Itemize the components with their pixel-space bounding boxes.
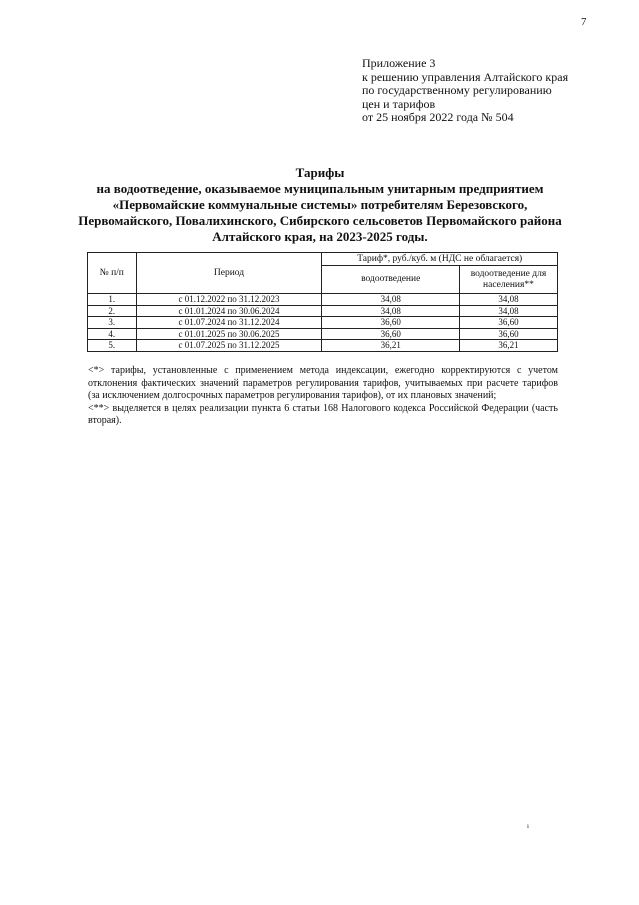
title-line: Тарифы xyxy=(295,165,345,180)
footnotes xyxy=(88,365,558,428)
header-tariff-group: Тариф*, руб./куб. м (НДС не облагается) xyxy=(322,253,558,266)
title-line: Алтайского края, на 2023-2025 годы. xyxy=(212,229,428,244)
header-col-a: водоотведение xyxy=(322,266,459,294)
cell-tariff-b: 34,08 xyxy=(459,305,557,317)
cell-tariff-a: 34,08 xyxy=(322,294,459,306)
title-line: на водоотведение, оказываемое муниципальным унитарным предприятием xyxy=(96,181,544,196)
cell-tariff-a: 34,08 xyxy=(322,305,459,317)
header-col-b: водоотведение для населения** xyxy=(459,266,557,294)
table-row xyxy=(88,317,558,329)
cell-tariff-b: 36,60 xyxy=(459,328,557,340)
cell-tariff-a: 36,60 xyxy=(322,317,459,329)
table-row xyxy=(88,340,558,352)
appendix-line: к решению управления Алтайского края xyxy=(362,69,569,84)
cell-num: 1. xyxy=(88,294,137,306)
cell-num: 4. xyxy=(88,328,137,340)
appendix-header xyxy=(362,57,568,125)
cell-num: 3. xyxy=(88,317,137,329)
appendix-line: Приложение 3 xyxy=(362,56,436,70)
header-num: № п/п xyxy=(88,253,137,294)
table-row xyxy=(88,294,558,306)
table-row xyxy=(88,305,558,317)
header-period: Период xyxy=(136,253,322,294)
cell-period: с 01.12.2022 по 31.12.2023 xyxy=(136,294,322,306)
title-line: «Первомайские коммунальные системы» потребителям Березовского, xyxy=(112,197,528,212)
cell-tariff-a: 36,21 xyxy=(322,340,459,352)
cell-num: 5. xyxy=(88,340,137,352)
cell-tariff-b: 34,08 xyxy=(459,294,557,306)
cell-period: с 01.07.2024 по 31.12.2024 xyxy=(136,317,322,329)
appendix-line: цен и тарифов xyxy=(362,96,436,111)
table-row xyxy=(88,328,558,340)
cell-tariff-a: 36,60 xyxy=(322,328,459,340)
footnote-1: <*> тарифы, установленные с применением метода индексации, ежегодно корректируются с учетом отклонения фактических значений параметров регулирования тарифов, учитываемых при расчете тарифов (за исключением долгосрочных параметров регулирования тарифов), от их плановых значений; xyxy=(88,365,558,401)
stray-mark: ı xyxy=(527,822,529,830)
cell-tariff-b: 36,60 xyxy=(459,317,557,329)
title-line: Первомайского, Повалихинского, Сибирского сельсоветов Первомайского района xyxy=(78,213,562,228)
page-number: 7 xyxy=(581,16,587,28)
appendix-line: по государственному регулированию xyxy=(362,83,552,97)
appendix-line: от 25 ноября 2022 года № 504 xyxy=(362,110,514,124)
cell-tariff-b: 36,21 xyxy=(459,340,557,352)
cell-period: с 01.01.2025 по 30.06.2025 xyxy=(136,328,322,340)
cell-num: 2. xyxy=(88,305,137,317)
tariff-table xyxy=(87,252,558,352)
cell-period: с 01.07.2025 по 31.12.2025 xyxy=(136,340,322,352)
cell-period: с 01.01.2024 по 30.06.2024 xyxy=(136,305,322,317)
document-title xyxy=(60,165,580,245)
footnote-2: <**> выделяется в целях реализации пункта 6 статьи 168 Налогового кодекса Российской Федерации (часть вторая). xyxy=(88,402,558,426)
